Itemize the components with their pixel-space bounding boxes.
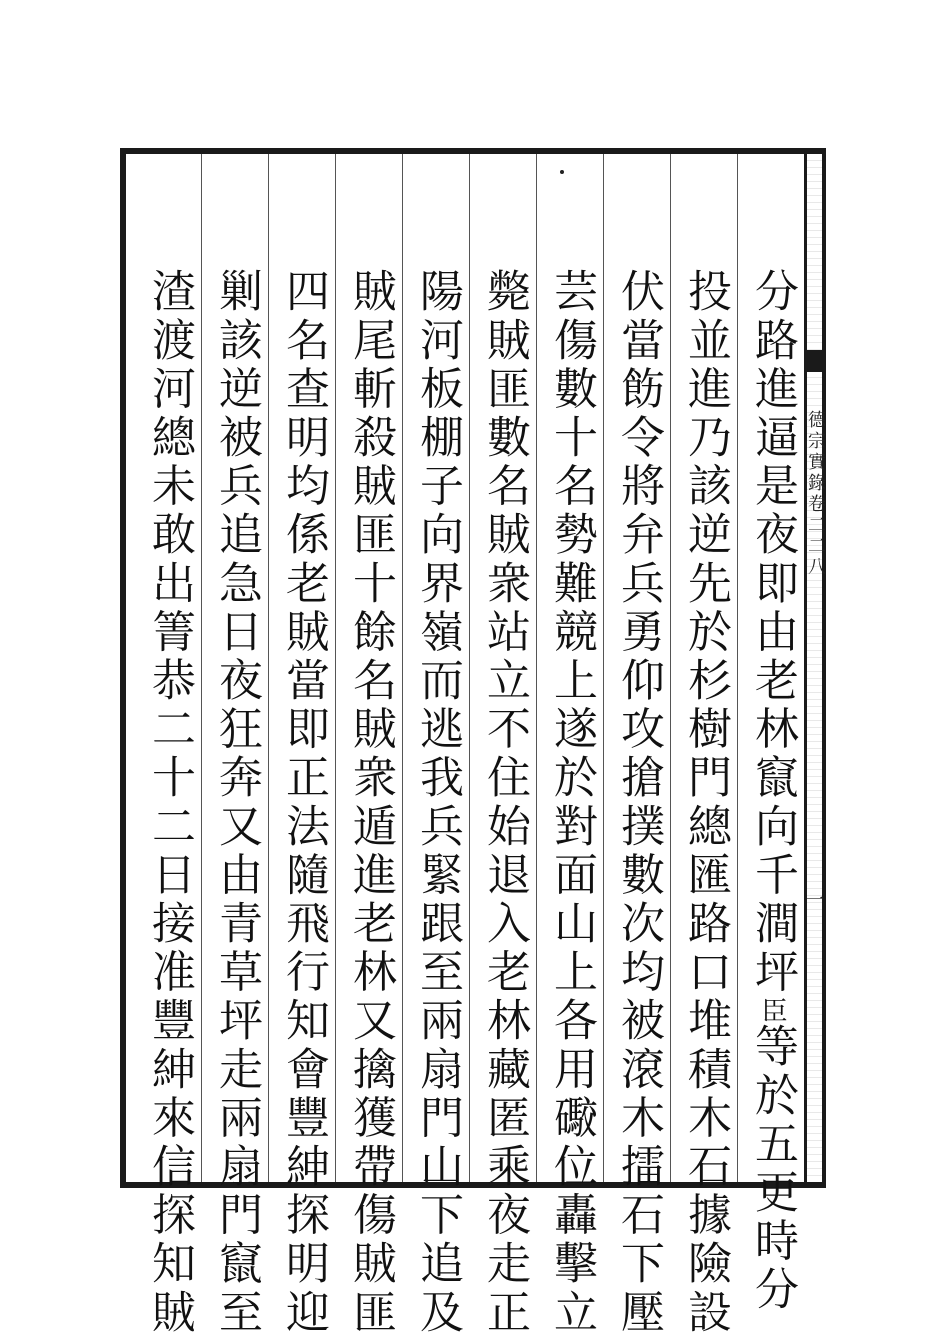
text-column-8: 四名查明均係老賊當即正法隨飛行知會豐紳探明迎 xyxy=(278,268,329,1337)
text-column-9: 剿該逆被兵追急日夜狂奔又由青草坪走兩扇門竄至 xyxy=(211,268,262,1337)
column-rule xyxy=(201,154,202,1182)
running-title: 德宗實錄卷二二八 xyxy=(805,410,826,578)
text-column-6: 陽河板棚子向界嶺而逃我兵緊跟至兩扇門山下追及 xyxy=(412,268,463,1337)
punctuation-dot xyxy=(560,170,564,174)
column-text-continued: 等於五更時分 xyxy=(747,1023,798,1315)
column-text: 分路進逼是夜即由老林竄向千澗坪 xyxy=(747,268,798,997)
column-small-char: 臣 xyxy=(757,997,787,1023)
column-rule xyxy=(402,154,403,1182)
column-rule xyxy=(737,154,738,1182)
text-column-10: 渣渡河總未敢出箐恭二十二日接准豐紳來信探知賊 xyxy=(144,268,195,1337)
folio-number: 一 xyxy=(803,890,824,908)
text-column-1 xyxy=(741,268,803,1315)
column-rule xyxy=(469,154,470,1182)
text-column-2: 投並進乃該逆先於杉樹門總匯路口堆積木石據險設 xyxy=(680,268,731,1337)
text-column-3: 伏當飭令將弁兵勇仰攻搶撲數次均被滾木擂石下壓 xyxy=(613,268,664,1337)
plate-spine xyxy=(804,148,826,1188)
text-column-4: 芸傷數十名勢難競上遂於對面山上各用礮位轟擊立 xyxy=(546,268,597,1337)
text-column-7: 賊尾斬殺賊匪十餘名賊衆遁進老林又擒獲帶傷賊匪 xyxy=(345,268,396,1337)
column-rule xyxy=(335,154,336,1182)
spine-fishtail-mark xyxy=(806,350,824,372)
column-rule xyxy=(603,154,604,1182)
column-rule xyxy=(670,154,671,1182)
column-rule xyxy=(268,154,269,1182)
text-column-5: 斃賊匪數名賊衆站立不住始退入老林藏匿乘夜走正 xyxy=(479,268,530,1337)
column-rule xyxy=(536,154,537,1182)
